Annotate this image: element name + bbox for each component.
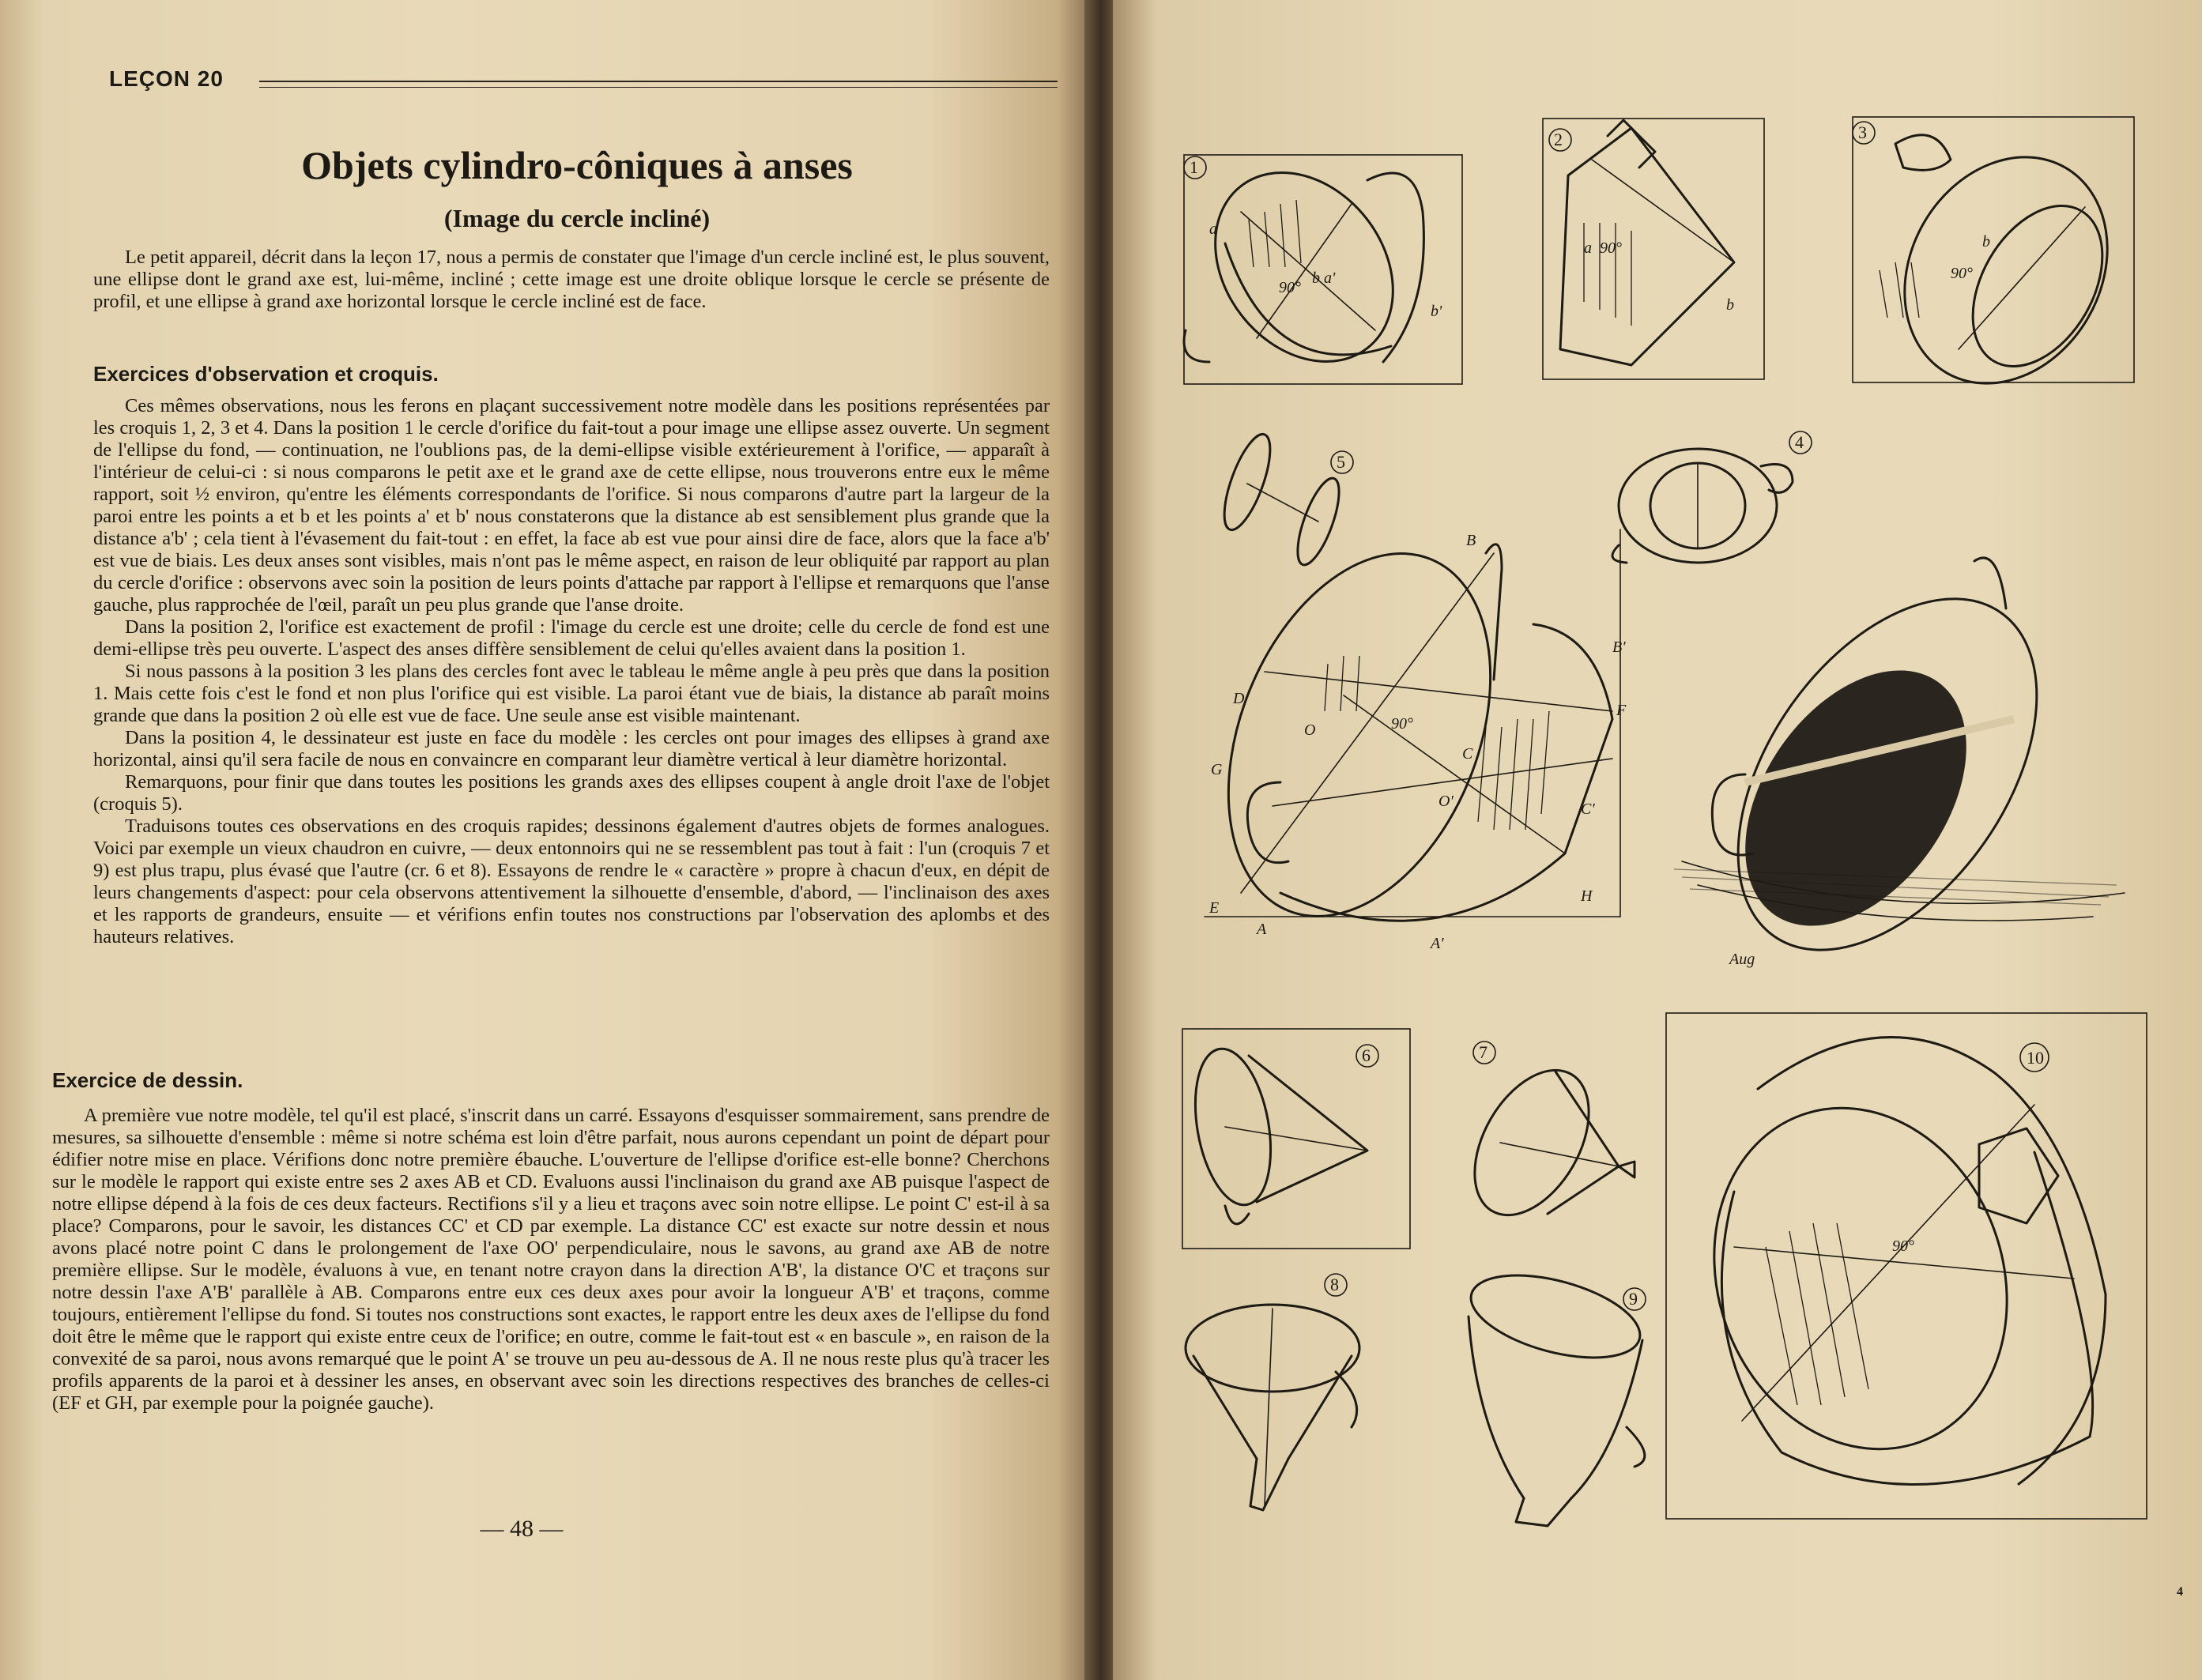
sketch-5-number: 5 [1337,452,1345,472]
artist-signature: Aug [1729,951,1755,968]
sketch-8-number: 8 [1330,1275,1339,1294]
sketch-8 [1178,1269,1383,1522]
exercise-paragraph: A première vue notre modèle, tel qu'il est placé, s'inscrit dans un carré. Essayons d'esquisser sommairement, sans prendre de mesures, sa silhouette d'ensemble : même si notre schéma est loin d'être parfait, nous aurons cependant un point de départ pour édifier notre mise en place. Vérifions donc notre première ébauche. L'ouverture de l'ellipse d'orifice est-elle bonne? Cherchons sur le modèle le rapport qui existe entre ses 2 axes AB et CD. Evaluons aussi l'inclinaison du grand axe AB puisque l'aspect de notre ellipse dépend à la fois de ces deux facteurs. Rectifions s'il y a lieu et traçons avec soin notre ellipse. Le point C' est-il à sa place? Comparons, pour le savoir, les distances CC' et CD par exemple. La distance CC' est exacte sur notre dessin et nous avons placé notre point C dans le prolongement de l'axe OO' perpendiculaire, nous le savons, au grand axe AB de notre première ellipse. Sur le modèle, évaluons à vue, en tenant notre crayon dans la direction A'B', la distance O'C et traçons sur notre dessin l'axe A'B' parallèle à AB. Comparons entre eux ces deux axes pour avoir la longueur A'B' et traçons, comme toujours, entièrement l'ellipse du fond. Si toutes nos constructions sont exactes, le rapport entre les deux axes de l'ellipse du fond doit être le même que le rapport qui existe entre ceux de l'orifice; en outre, comme le fait-tout est « en bascule », en raison de la convexité de sa paroi, nous avons remarqué que le point A' se trouve un peu au-dessous de A. Il ne nous reste plus qu'à tracer les profils apparents de la paroi et à dessiner les anses, en observant avec soin les directions respectives des branches de celles-ci (EF et GH, par exemple pour la poignée gauche). [52,1105,1050,1414]
label-O: O [1304,721,1316,739]
sketch-2 [1536,112,1774,385]
sketch-6 [1178,1024,1415,1253]
left-page [0,0,1091,1680]
page-subtitle: (Image du cercle incliné) [443,204,711,232]
lesson-label: LEÇON 20 [109,66,224,91]
label-E: E [1209,899,1220,917]
label-b: b [1726,296,1734,314]
sketch-4-number: 4 [1795,432,1804,452]
observation-paragraph: Si nous passons à la position 3 les plans des cercles font avec le tableau le même angle à peu près que dans la position 1. Mais cette fois c'est le fond et non plus l'orifice qui est visible. La paroi étant vue de biais, la distance ab paraît moins grande que dans la position 2 où elle est vue de face. Une seule anse est visible maintenant. [93,661,1050,726]
label-b: b [1982,233,1990,250]
sketch-7-number: 7 [1479,1042,1487,1062]
header-rule-thin [259,87,1058,88]
sketch-1-number: 1 [1190,157,1198,177]
exercise-section [52,1105,1050,1414]
label-a: a [1209,220,1217,238]
observation-paragraph: Ces mêmes observations, nous les ferons en plaçant successivement notre modèle dans les positions représentées par les croquis 1, 2, 3 et 4. Dans la position 1 le cercle d'orifice du fait-tout a pour image une ellipse assez ouverte. Un segment de l'ellipse du fond, — continuation, ne l'oublions pas, de la demi-ellipse visible extérieurement à l'orifice, — apparaît à l'intérieur de celui-ci : si nous comparons le petit axe et le grand axe de cette ellipse, nous trouverons entre eux le même rapport, soit ½ environ, qu'entre les éléments correspondants de l'orifice. Si nous comparons d'autre part la largeur de la paroi entre les points a et b et les points a' et b' nous constaterons que la distance ab est sensiblement plus grande que la distance a'b' ; cela tient à l'évasement du fait-tout : en effet, la face ab est vue pour ainsi dire de face, alors que la face a'b' est vue de biais. Les deux anses sont visibles, mais n'ont pas le même aspect, en raison de leur obliquité par rapport au plan du cercle d'orifice : observons avec soin la position de leurs points d'attache par rapport à l'ellipse et remarquons que l'anse gauche, plus rapprochée de l'œil, paraît un peu plus grande que l'anse droite. [93,395,1050,616]
label-F: F [1616,702,1627,719]
label-B: B [1466,532,1476,549]
label-angle: 90° [1391,715,1413,733]
sketch-10-number: 10 [2027,1048,2044,1068]
sketch-3 [1848,112,2140,389]
right-page-number: 4 [2177,1585,2183,1599]
label-H: H [1581,887,1593,905]
label-angle: 90° [1892,1237,1914,1255]
label-b-prime: b' [1431,303,1442,320]
label-angle: 90° [1951,265,1973,282]
observation-section [93,395,1050,948]
sketch-2-number: 2 [1554,130,1563,149]
observation-heading: Exercices d'observation et croquis. [93,362,439,386]
right-page [1113,0,2202,1680]
label-C: C [1462,745,1473,763]
label-A-prime: A' [1431,935,1444,952]
sketch-7 [1461,1024,1658,1253]
sketch-9 [1461,1269,1666,1538]
page-folio: — 48 — [480,1516,564,1542]
label-a-prime: a' [1324,269,1336,287]
label-angle: 90° [1279,279,1301,296]
observation-paragraph: Dans la position 2, l'orifice est exactement de profil : l'image du cercle est une droite; celle du cercle de fond est une demi-ellipse très peu ouverte. L'aspect des anses diffère sensiblement de celui qu'elles avaient dans la position 1. [93,616,1050,660]
sketch-1 [1178,149,1469,390]
label-b: b [1312,269,1320,287]
label-angle: 90° [1600,239,1622,257]
intro-text: Le petit appareil, décrit dans la leçon 17, nous a permis de constater que l'image d'un cercle incliné est, le plus souvent, une ellipse dont le grand axe est, lui-même, incliné ; cette image est une droite oblique lorsque le cercle se présente de profil, et une ellipse à grand axe horizontal lorsque le cercle incliné est de face. [93,247,1050,312]
sketch-6-number: 6 [1362,1045,1371,1065]
sketch-9-number: 9 [1629,1289,1638,1309]
sketch-3-number: 3 [1858,122,1867,142]
header-rule [259,81,1058,82]
label-G: G [1211,761,1223,778]
label-O-prime: O' [1438,793,1454,810]
sketch-10 [1663,1010,2155,1522]
intro-paragraph [93,247,1050,313]
observation-paragraph: Remarquons, pour finir que dans toutes les positions les grands axes des ellipses coupent à angle droit l'axe de l'objet (croquis 5). [93,771,1050,815]
observation-paragraph: Traduisons toutes ces observations en des croquis rapides; dessinons également d'autres objets de formes analogues. Voici par exemple un vieux chaudron en cuivre, — deux entonnoirs qui ne se ressemblent pas tout à fait : l'un (croquis 7 et 9) est plus trapu, plus évasé que l'autre (cr. 6 et 8). Essayons de rendre le « caractère » propre à chacun d'eux, en dépit de leurs changements d'aspect: pour cela observons attentivement la silhouette d'ensemble, d'abord, — l'inclinaison des axes et les rapports de grandeurs, ensuite — et vérifions enfin toutes nos constructions par l'observation des aplombs et des hauteurs relatives. [93,816,1050,947]
exercise-heading: Exercice de dessin. [52,1068,243,1092]
page-title: Objets cylindro-côniques à anses [301,143,853,187]
observation-paragraph: Dans la position 4, le dessinateur est juste en face du modèle : les cercles ont pour images des ellipses à grand axe horizontal, ainsi qu'il sera facile de nous en convaincre en comparant leur diamètre vertical à leur diamètre horizontal. [93,727,1050,770]
lesson-header [109,63,1065,95]
pot-illustration [1650,514,2156,968]
main-construction-drawing [1201,522,1636,964]
label-D: D [1233,690,1245,707]
label-a: a [1584,239,1592,257]
label-A: A [1257,921,1267,938]
label-C-prime: C' [1581,800,1595,818]
label-B-prime: B' [1612,638,1626,656]
